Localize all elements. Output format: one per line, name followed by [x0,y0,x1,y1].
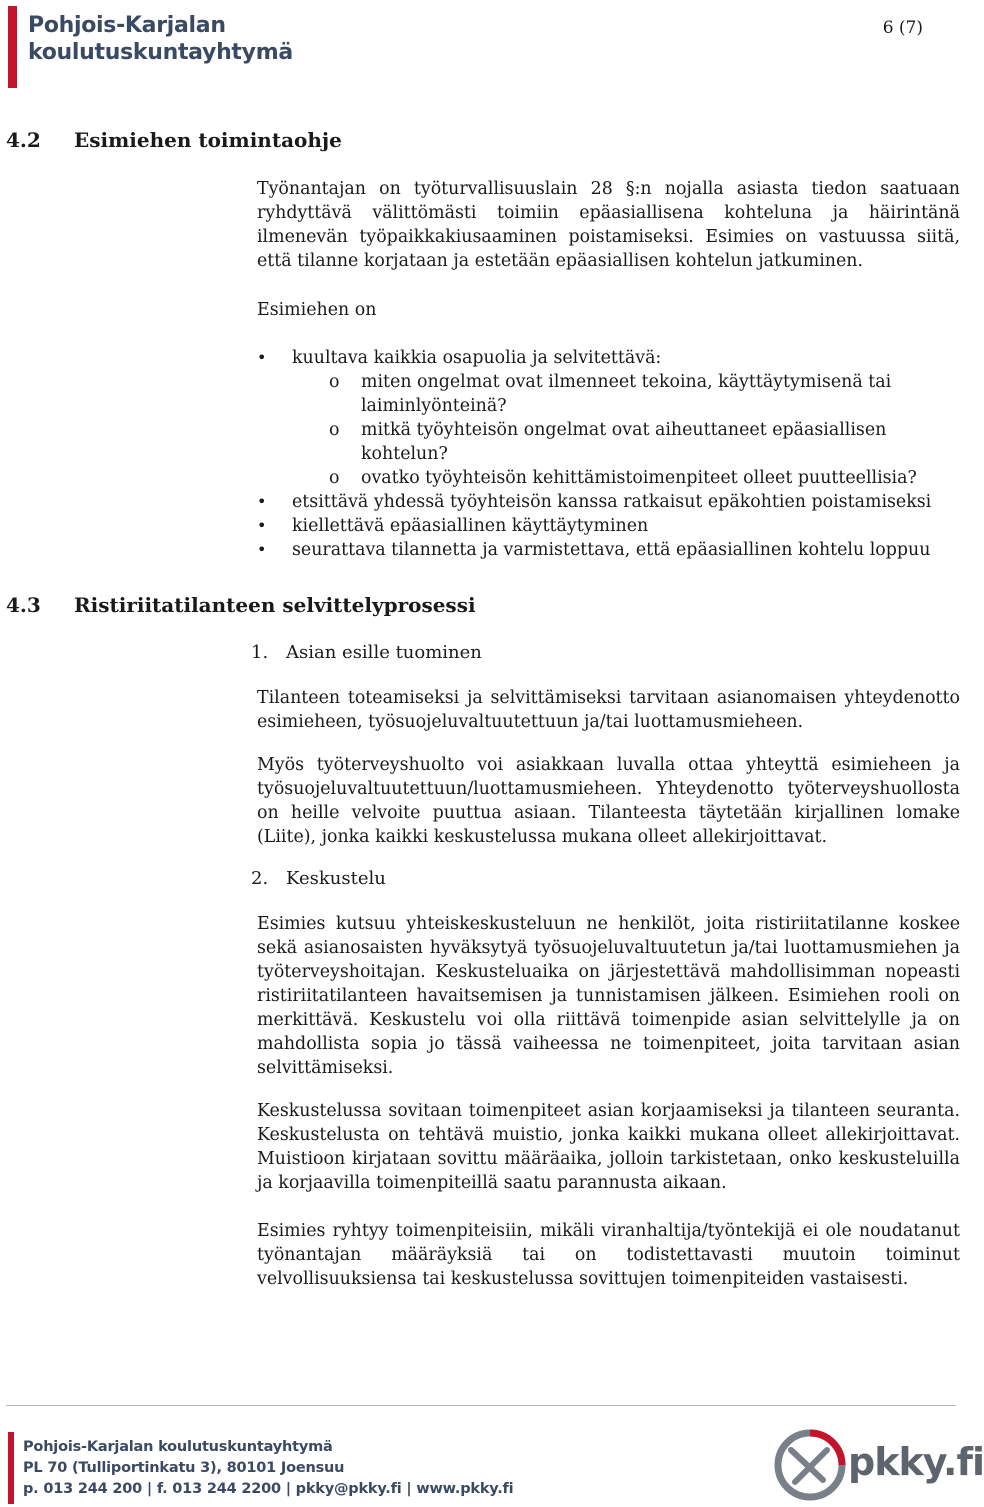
footer-line-1: Pohjois-Karjalan koulutuskuntayhtymä [23,1439,333,1455]
heading-title: Esimiehen toimintaohje [74,128,342,152]
logo-line-2: koulutuskuntayhtymä [28,40,293,65]
paragraph: Esimies ryhtyy toimenpiteisiin, mikäli viranhaltija/työntekijä ei ole noudatanut työnantajan määräyksiä tai on todistettavasti muutoin toiminut velvollisuuksiensa tai keskustelussa sovittujen toimenpiteiden vastaisesti. [257,1221,960,1289]
organization-logo [28,12,293,66]
heading-4-2 [6,128,342,152]
section-4-2-paragraph [257,177,960,273]
list-item: • kuultava kaikkia osapuolia ja selvitettävä: [257,346,960,370]
step-1-heading: 1. Asian esille tuominen [251,642,482,663]
list-item: • etsittävä yhdessä työyhteisön kanssa ratkaisut epäkohtien poistamiseksi [257,490,960,514]
sub-bullet-marker: o [329,420,340,440]
pkky-logo-text: pkky.fi [848,1440,984,1484]
heading-title: Ristiriitatilanteen selvittelyprosessi [74,593,476,617]
paragraph: Esimies kutsuu yhteiskeskusteluun ne henkilöt, joita ristiriitatilanne koskee sekä asianosaisten hyväksytyä työsuojeluvaltuutetun ja/tai luottamusmiehen ja työterveyshoitajan. Keskusteluaika on järjestettävä mahdollisimman nopeasti ristiriitatilanteen havaitsemisen ja tunnistamisen jälkeen. Esimiehen rooli on merkittävä. Keskustelu voi olla riittävä toimenpide asian selvittelylle ja on mahdollista sopia jo tässä vaiheessa ne toimenpiteet, joita tarvitaan asian selvittämiseksi. [257,914,960,1078]
logo-line-1: Pohjois-Karjalan [28,13,226,38]
sub-bullet-marker: o [329,372,340,392]
page-number: 6 (7) [882,18,923,38]
pkky-emblem-icon [775,1430,845,1500]
logo-red-bar [8,6,17,88]
heading-4-3 [6,593,476,617]
paragraph: Työnantajan on työturvallisuuslain 28 §:n nojalla asiasta tiedon saatuaan ryhdyttävä välittömästi toimiin epäasiallisena kohteluna ja häirintänä ilmenevän työpaikkakiusaaminen poistamiseksi. Esimies on vastuussa siitä, että tilanne korjataan ja estetään epäasiallisen kohtelun jatkuminen. [257,179,960,271]
list-item: • kiellettävä epäasiallinen käyttäytyminen [257,514,960,538]
footer-red-bar [8,1432,14,1504]
action-list [257,346,960,562]
sub-list-item: o miten ongelmat ovat ilmenneet tekoina, käyttäytymisenä tai laiminlyönteinä? [329,372,892,416]
intro-text: Esimiehen on [257,300,377,320]
footer-contact [23,1437,513,1500]
footer-line-2: PL 70 (Tulliportinkatu 3), 80101 Joensuu [23,1460,345,1476]
footer-line-3: p. 013 244 200 | f. 013 244 2200 | pkky@pkky.fi | www.pkky.fi [23,1481,514,1497]
heading-number: 4.2 [6,128,41,152]
sub-list-item: o mitkä työyhteisön ongelmat ovat aiheuttaneet epäasiallisen kohtelun? [329,420,887,464]
heading-number: 4.3 [6,593,41,617]
paragraph: Keskustelussa sovitaan toimenpiteet asian korjaamiseksi ja tilanteen seuranta. Keskustelusta on tehtävä muistio, jonka kaikki mukana olleet allekirjoittavat. Muistioon kirjataan sovittu määräaika, jolloin tarkistetaan, onko keskusteluilla ja korjaavilla toimenpiteillä saatu parannusta aikaan. [257,1101,960,1193]
sub-list-item: o ovatko työyhteisön kehittämistoimenpiteet olleet puutteellisia? [329,468,917,488]
paragraph: Myös työterveyshuolto voi asiakkaan luvalla ottaa yhteyttä esimieheen ja työsuojeluvaltuutettuun/luottamusmieheen. Yhteydenotto työterveyshuollosta on heille velvoite puuttua asiaan. Tilanteesta täytetään kirjallinen lomake (Liite), jonka kaikki keskustelussa mukana olleet allekirjoittavat. [257,755,960,847]
list-item: • seurattava tilannetta ja varmistettava, että epäasiallinen kohtelu loppuu [257,538,960,562]
sub-bullet-marker: o [329,468,340,488]
footer-divider [6,1405,956,1406]
step-2-heading: 2. Keskustelu [251,868,386,889]
paragraph: Tilanteen toteamiseksi ja selvittämiseksi tarvitaan asianomaisen yhteydenotto esimieheen, työsuojeluvaltuutettuun ja/tai luottamusmieheen. [257,688,960,732]
